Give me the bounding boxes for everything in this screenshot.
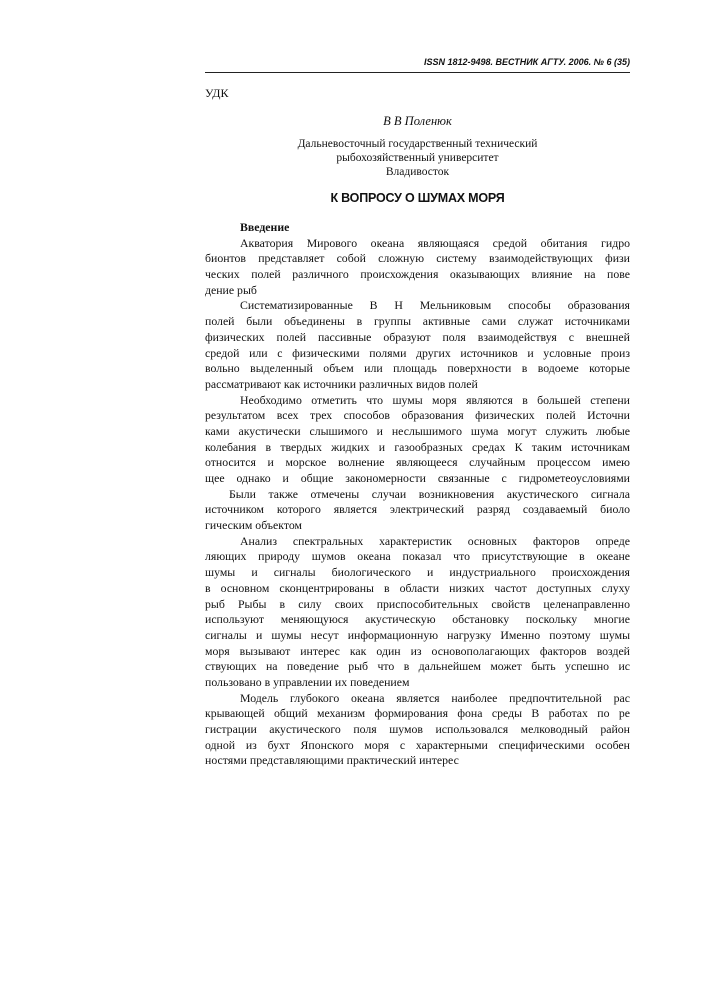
author-affiliation: [205, 137, 630, 179]
running-head: ISSN 1812-9498. ВЕСТНИК АГТУ. 2006. № 6 (35): [424, 57, 630, 67]
body-text-line: полей были объединены в группы активные сами служат источниками: [205, 314, 630, 329]
body-text-line: бионтов представляет собой сложную систему взаимодействующих физи: [205, 251, 630, 266]
body-text-line: сигналы и шумы несут информационную нагрузку Именно поэтому шумы: [205, 627, 630, 642]
body-text-line: Были также отмечены случаи возникновения акустического сигнала: [229, 486, 630, 501]
body-text-line: результатом всех трех способов образования физических полей Источни: [205, 408, 630, 423]
body-text-line: вольно выделенный объем или площадь поверхности в водоеме которые: [205, 361, 630, 376]
body-text-line: крывающей общий механизм формирования фона среды В работах по ре: [205, 706, 630, 721]
body-text-line: Анализ спектральных характеристик основных факторов опреде: [240, 533, 630, 548]
udk-label: УДК: [205, 86, 229, 100]
body-text-line: ляющих природу шумов океана показал что присутствующие в океане: [205, 549, 630, 564]
body-text-line: ностями представляющими практический интерес: [205, 753, 459, 768]
body-text-line: одной из бухт Японского моря с характерными специфическими особен: [205, 737, 630, 752]
affiliation-city: Владивосток: [385, 166, 450, 178]
body-text-line: ками акустически слышимого и неслышимого шума могут служить любые: [205, 423, 630, 438]
body-text-line: источником которого является электрический разряд создаваемый биоло: [205, 502, 630, 517]
body-text-line: моря вызывают интерес как один из основополагающих факторов воздей: [205, 643, 630, 658]
article-authors: В В Поленюк: [383, 114, 452, 128]
body-text-line: гистрации акустического поля шумов использовался мелководный район: [205, 722, 630, 736]
body-text-line: пользовано в управлении их поведением: [205, 674, 410, 689]
article-title: К ВОПРОСУ О ШУМАХ МОРЯ: [330, 191, 505, 205]
body-text-line: относится и морское волнение являющееся случайным процессом имею: [205, 455, 630, 470]
body-text-line: рассматривают как источники различных видов полей: [205, 376, 478, 391]
body-text-line: шумы и сигналы биологического и индустриального происхождения: [205, 565, 630, 580]
article-body: [205, 220, 630, 769]
body-text-line: колебания в твердых жидких и газообразных средах К таким источникам: [205, 439, 630, 454]
body-text-line: Необходимо отметить что шумы моря являются в большей степени: [240, 392, 630, 407]
body-text-line: используют меняющуюся акустическую обстановку поскольку многие: [205, 612, 630, 627]
affiliation-line: Дальневосточный государственный технический: [297, 138, 538, 150]
body-text-line: физических полей пассивные образуют поля взаимодействуя с внешней: [205, 329, 630, 344]
body-text-line: Систематизированные В Н Мельниковым способы образования: [240, 298, 630, 313]
body-text-line: ческих полей различного происхождения оказывающих влияние на пове: [205, 267, 630, 282]
body-text-line: щее однако и общие закономерности связанные с гидрометеоусловиями: [205, 471, 630, 485]
body-text-line: рыб Рыбы в силу своих приспособительных свойств целенаправленно: [205, 596, 630, 611]
body-text-line: дение рыб: [205, 282, 257, 297]
body-text-line: гическим объектом: [205, 518, 302, 533]
body-text-line: в основном сконцентрированы в области низких частот доступных слуху: [205, 580, 630, 595]
affiliation-line: рыбохозяйственный университет: [336, 152, 499, 164]
body-text-line: Модель глубокого океана является наиболее предпочтительной рас: [240, 690, 630, 705]
body-text-line: ствующих на поведение рыб что в дальнейшем может быть успешно ис: [205, 659, 630, 674]
section-heading: Введение: [240, 220, 290, 234]
header-rule: [205, 72, 630, 73]
body-text-line: Акватория Мирового океана являющаяся средой обитания гидро: [240, 235, 630, 250]
body-text-line: средой или с физическими полями других источников и условные произ: [205, 345, 630, 360]
